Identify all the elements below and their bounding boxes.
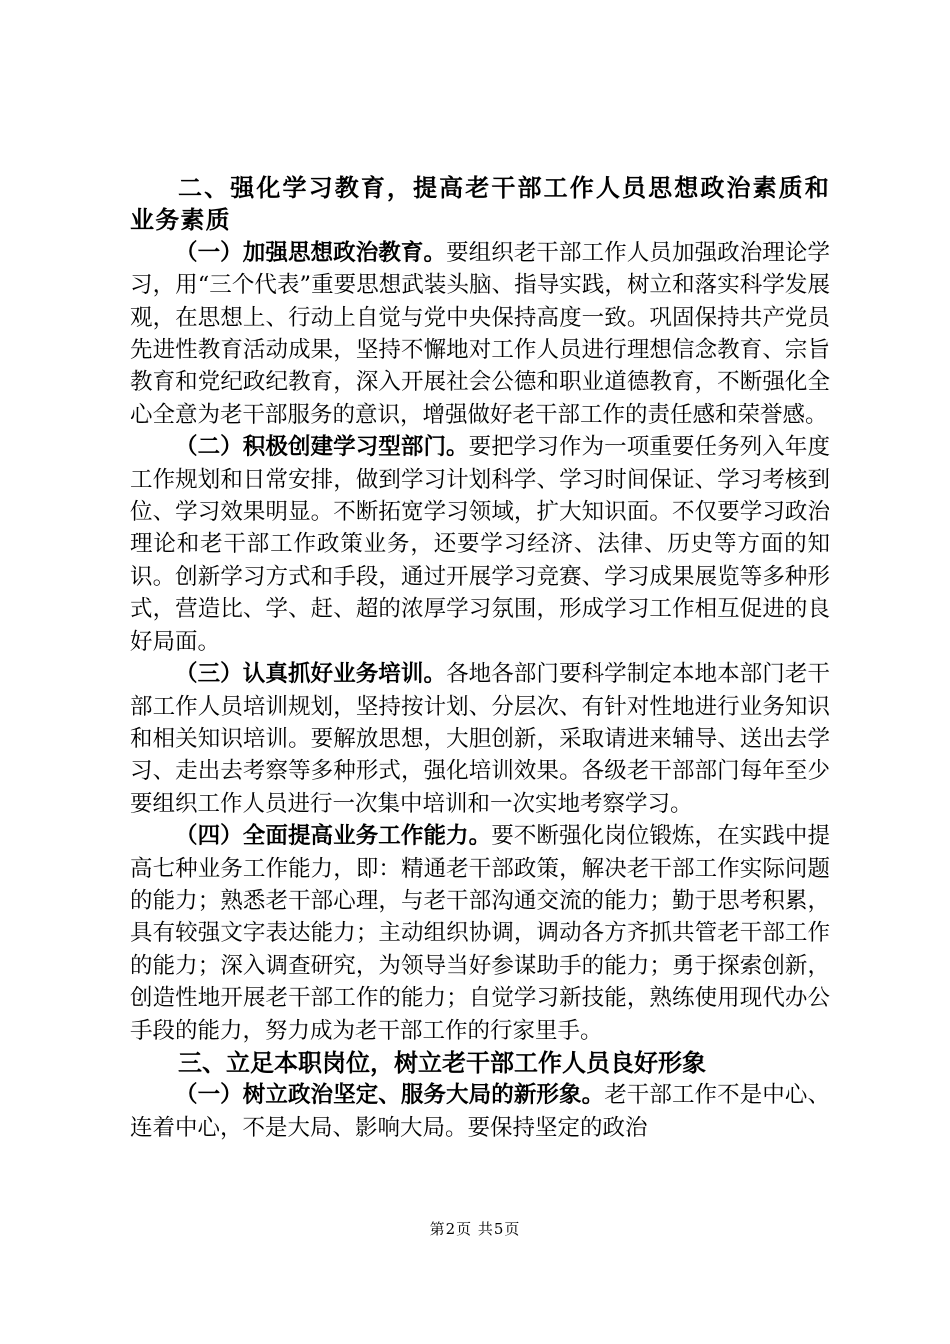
paragraph-lead: （三）认真抓好业务培训。 bbox=[175, 661, 447, 688]
page-number-footer: 第2页 共5页 bbox=[429, 1220, 521, 1238]
paragraph-lead: （二）积极创建学习型部门。 bbox=[175, 434, 469, 461]
paragraph-text: 要把学习作为一项重要任务列入年度工作规划和日常安排，做到学习计划科学、学习时间保证、学习考核到位、学习效果明显。不断拓宽学习领域，扩大知识面。不仅要学习政治理论和老干部工作政策业务，还要学习经济、法律、历史等方面的知识。创新学习方式和手段，通过开展学习竞赛、学习成果展览等多种形式，营造比、学、赶、超的浓厚学习氛围，形成学习工作相互促进的良好局面。 bbox=[130, 434, 830, 655]
paragraph-3-1 bbox=[130, 1079, 830, 1144]
section-heading-2: 二、强化学习教育，提高老干部工作人员思想政治素质和业务素质 bbox=[130, 173, 830, 235]
paragraph-lead: （四）全面提高业务工作能力。 bbox=[175, 823, 492, 850]
paragraph-text: 要不断强化岗位锻炼，在实践中提高七种业务工作能力，即：精通老干部政策，解决老干部工作实际问题的能力；熟悉老干部心理，与老干部沟通交流的能力；勤于思考积累，具有较强文字表达能力；主动组织协调，调动各方齐抓共管老干部工作的能力；深入调查研究，为领导当好参谋助手的能力；勇于探索创新，创造性地开展老干部工作的能力；自觉学习新技能，熟练使用现代办公手段的能力，努力成为老干部工作的行家里手。 bbox=[130, 823, 830, 1044]
paragraph-2-1 bbox=[130, 237, 830, 431]
paragraph-2-4 bbox=[130, 820, 830, 1047]
paragraph-lead: （一）加强思想政治教育。 bbox=[175, 239, 447, 266]
paragraph-2-3 bbox=[130, 658, 830, 820]
document-body bbox=[130, 172, 830, 1144]
section-heading-3: 三、立足本职岗位，树立老干部工作人员良好形象 bbox=[178, 1047, 706, 1077]
paragraph-text: 要组织老干部工作人员加强政治理论学习，用“三个代表”重要思想武装头脑、指导实践，树立和落实科学发展观，在思想上、行动上自觉与党中央保持高度一致。巩固保持共产党员先进性教育活动成果，坚持不懈地对工作人员进行理想信念教育、宗旨教育和党纪政纪教育，深入开展社会公德和职业道德教育，不断强化全心全意为老干部服务的意识，增强做好老干部工作的责任感和荣誉感。 bbox=[130, 239, 830, 428]
paragraph-lead: （一）树立政治坚定、服务大局的新形象。 bbox=[175, 1082, 605, 1109]
paragraph-2-2 bbox=[130, 431, 830, 658]
paragraph-text: 老干部工作不是中心、连着中心，不是大局、影响大局。要保持坚定的政治 bbox=[130, 1082, 830, 1141]
paragraph-text: 各地各部门要科学制定本地本部门老干部工作人员培训规划，坚持按计划、分层次、有针对性地进行业务知识和相关知识培训。要解放思想，大胆创新，采取请进来辅导、送出去学习、走出去考察等多种形式，强化培训效果。各级老干部部门每年至少要组织工作人员进行一次集中培训和一次实地考察学习。 bbox=[130, 661, 830, 817]
